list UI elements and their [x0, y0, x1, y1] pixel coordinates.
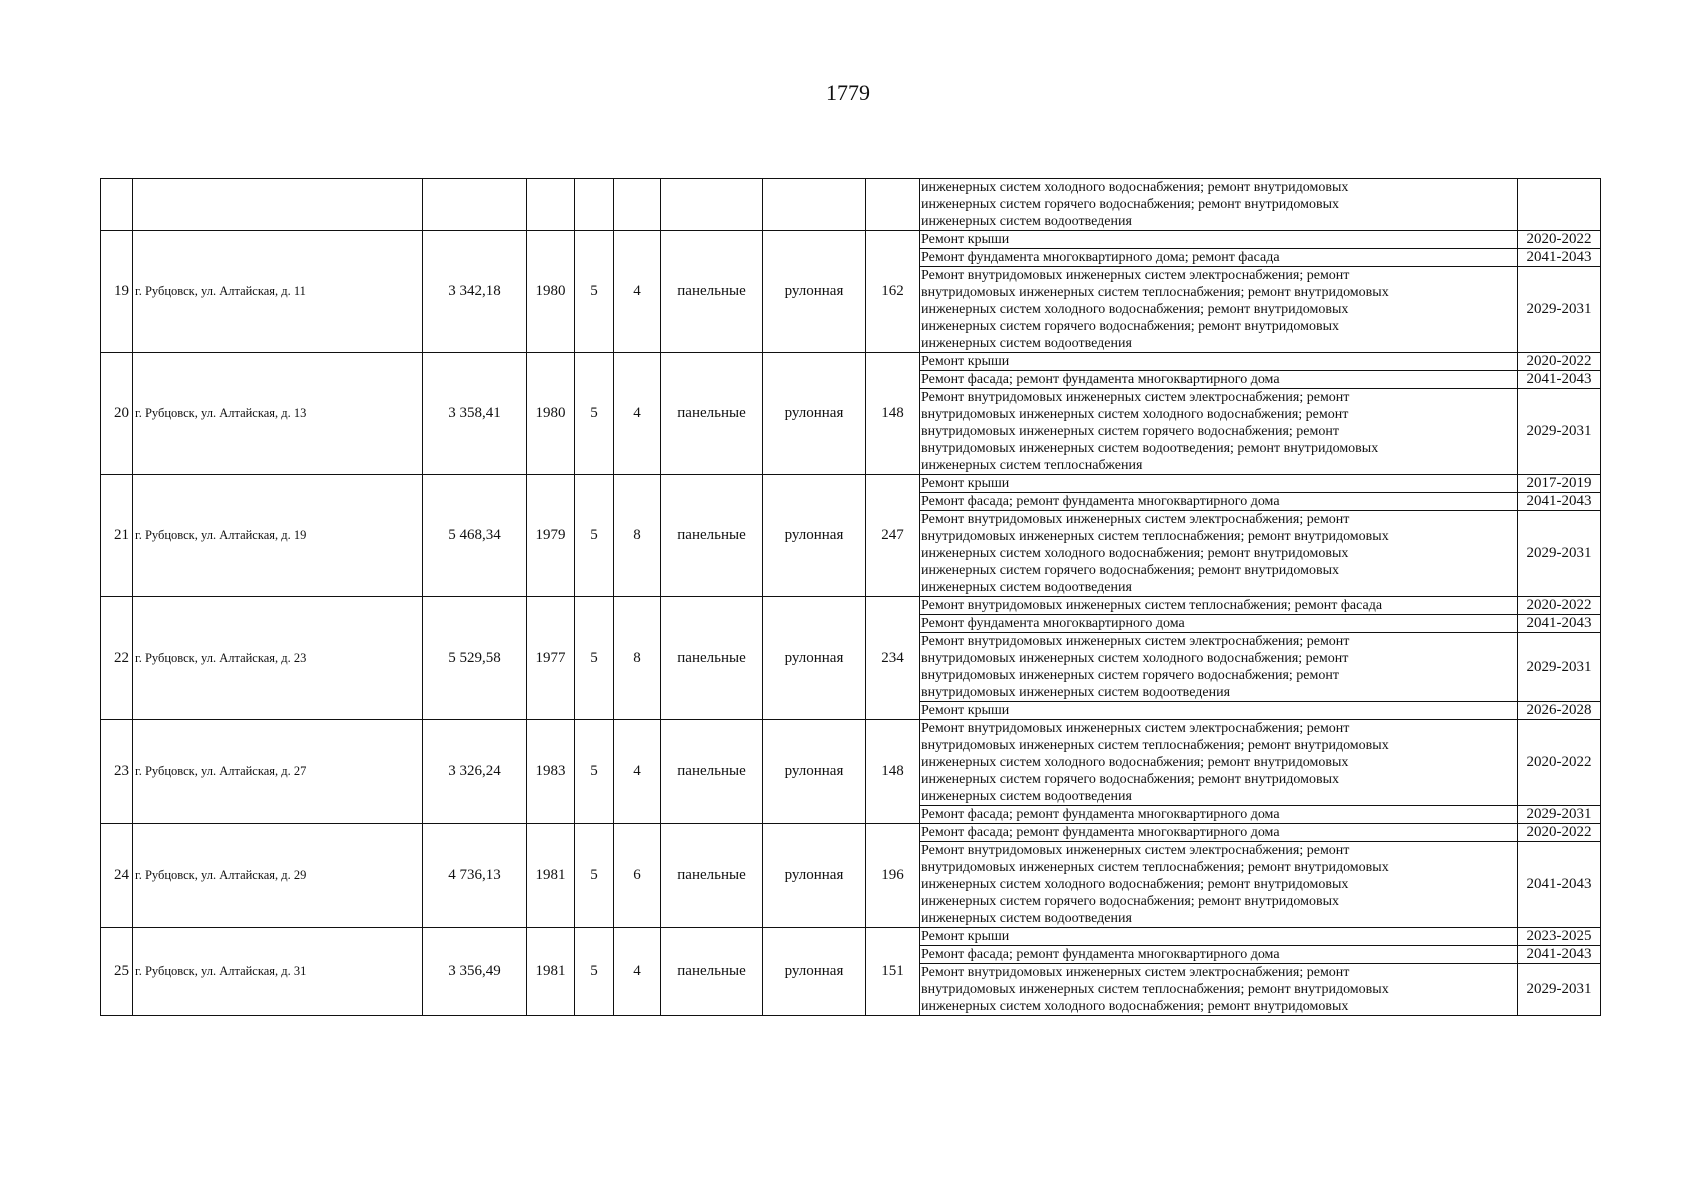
table-row — [101, 475, 1601, 493]
work-line: внутридомовых инженерных систем теплоснабжения; ремонт внутридомовых — [921, 982, 1389, 997]
wall-material-cell: панельные — [661, 597, 763, 720]
work-description-cell — [920, 842, 1518, 928]
work-line: Ремонт внутридомовых инженерных систем электроснабжения; ремонт — [921, 965, 1350, 980]
work-line: Ремонт крыши — [921, 476, 1010, 491]
roof-type-cell: рулонная — [763, 597, 866, 720]
table-row — [101, 720, 1601, 806]
empty-cell — [614, 179, 661, 231]
year-cell: 1983 — [527, 720, 575, 824]
roof-type-cell: рулонная — [763, 353, 866, 475]
table-row — [101, 928, 1601, 946]
row-number-cell: 21 — [101, 475, 133, 597]
empty-cell — [661, 179, 763, 231]
work-line: инженерных систем водоотведения — [921, 336, 1132, 351]
empty-cell — [866, 179, 920, 231]
period-cell — [1518, 179, 1601, 231]
work-line: Ремонт фасада; ремонт фундамента многоквартирного дома — [921, 494, 1280, 509]
row-number-cell: 25 — [101, 928, 133, 1016]
work-line: инженерных систем горячего водоснабжения; ремонт внутридомовых — [921, 894, 1339, 909]
table-row — [101, 597, 1601, 615]
floors-cell: 5 — [575, 353, 614, 475]
work-line: Ремонт внутридомовых инженерных систем электроснабжения; ремонт — [921, 634, 1350, 649]
wall-material-cell: панельные — [661, 231, 763, 353]
roof-type-cell: рулонная — [763, 824, 866, 928]
apartments-cell: 196 — [866, 824, 920, 928]
entrances-cell: 8 — [614, 475, 661, 597]
roof-type-cell: рулонная — [763, 475, 866, 597]
period-cell: 2029-2031 — [1518, 633, 1601, 702]
table-row — [101, 824, 1601, 842]
area-cell: 3 342,18 — [423, 231, 527, 353]
work-line: Ремонт внутридомовых инженерных систем электроснабжения; ремонт — [921, 843, 1350, 858]
apartments-cell: 148 — [866, 720, 920, 824]
work-description-cell — [920, 511, 1518, 597]
work-line: Ремонт внутридомовых инженерных систем электроснабжения; ремонт — [921, 721, 1350, 736]
floors-cell: 5 — [575, 928, 614, 1016]
work-line: инженерных систем горячего водоснабжения; ремонт внутридомовых — [921, 319, 1339, 334]
period-cell: 2041-2043 — [1518, 249, 1601, 267]
period-cell: 2029-2031 — [1518, 389, 1601, 475]
roof-type-cell: рулонная — [763, 928, 866, 1016]
apartments-cell: 247 — [866, 475, 920, 597]
work-line: внутридомовых инженерных систем холодного водоснабжения; ремонт — [921, 407, 1349, 422]
work-line: Ремонт внутридомовых инженерных систем электроснабжения; ремонт — [921, 268, 1350, 283]
address-cell: г. Рубцовск, ул. Алтайская, д. 13 — [133, 353, 423, 475]
work-line: инженерных систем теплоснабжения — [921, 458, 1143, 473]
row-number-cell: 19 — [101, 231, 133, 353]
entrances-cell: 8 — [614, 597, 661, 720]
area-cell: 3 356,49 — [423, 928, 527, 1016]
area-cell: 5 468,34 — [423, 475, 527, 597]
address-cell: г. Рубцовск, ул. Алтайская, д. 19 — [133, 475, 423, 597]
work-line: внутридомовых инженерных систем теплоснабжения; ремонт внутридомовых — [921, 529, 1389, 544]
period-cell: 2029-2031 — [1518, 806, 1601, 824]
empty-cell — [527, 179, 575, 231]
work-description-cell — [920, 249, 1518, 267]
empty-cell — [575, 179, 614, 231]
work-line: Ремонт крыши — [921, 929, 1010, 944]
period-cell: 2041-2043 — [1518, 842, 1601, 928]
period-cell: 2020-2022 — [1518, 824, 1601, 842]
period-cell: 2020-2022 — [1518, 720, 1601, 806]
work-line: внутридомовых инженерных систем горячего водоснабжения; ремонт — [921, 424, 1339, 439]
apartments-cell: 148 — [866, 353, 920, 475]
work-line: внутридомовых инженерных систем горячего водоснабжения; ремонт — [921, 668, 1339, 683]
wall-material-cell: панельные — [661, 475, 763, 597]
work-description-cell — [920, 353, 1518, 371]
floors-cell: 5 — [575, 597, 614, 720]
entrances-cell: 4 — [614, 353, 661, 475]
area-cell: 3 358,41 — [423, 353, 527, 475]
work-line: Ремонт фасада; ремонт фундамента многоквартирного дома — [921, 947, 1280, 962]
period-cell: 2041-2043 — [1518, 371, 1601, 389]
work-description-cell — [920, 389, 1518, 475]
roof-type-cell: рулонная — [763, 720, 866, 824]
work-line: Ремонт крыши — [921, 232, 1010, 247]
wall-material-cell: панельные — [661, 928, 763, 1016]
work-line: инженерных систем холодного водоснабжения; ремонт внутридомовых — [921, 755, 1349, 770]
row-number-cell: 22 — [101, 597, 133, 720]
period-cell: 2041-2043 — [1518, 615, 1601, 633]
row-number-cell: 23 — [101, 720, 133, 824]
entrances-cell: 4 — [614, 720, 661, 824]
work-line: инженерных систем водоотведения — [921, 214, 1132, 229]
work-description-cell — [920, 633, 1518, 702]
row-number-cell: 20 — [101, 353, 133, 475]
period-cell: 2026-2028 — [1518, 702, 1601, 720]
work-line: Ремонт фундамента многоквартирного дома — [921, 616, 1185, 631]
work-line: инженерных систем водоотведения — [921, 789, 1132, 804]
work-line: Ремонт фундамента многоквартирного дома; ремонт фасада — [921, 250, 1280, 265]
year-cell: 1980 — [527, 231, 575, 353]
work-line: Ремонт крыши — [921, 354, 1010, 369]
work-line: инженерных систем горячего водоснабжения; ремонт внутридомовых — [921, 197, 1339, 212]
period-cell: 2017-2019 — [1518, 475, 1601, 493]
period-cell: 2029-2031 — [1518, 267, 1601, 353]
work-description-cell — [920, 597, 1518, 615]
year-cell: 1981 — [527, 928, 575, 1016]
wall-material-cell: панельные — [661, 824, 763, 928]
work-description-cell — [920, 475, 1518, 493]
work-line: инженерных систем холодного водоснабжения; ремонт внутридомовых — [921, 180, 1349, 195]
year-cell: 1979 — [527, 475, 575, 597]
table-body — [101, 179, 1601, 1016]
period-cell: 2020-2022 — [1518, 231, 1601, 249]
work-line: инженерных систем холодного водоснабжения; ремонт внутридомовых — [921, 302, 1349, 317]
work-line: Ремонт фасада; ремонт фундамента многоквартирного дома — [921, 372, 1280, 387]
work-line: Ремонт внутридомовых инженерных систем теплоснабжения; ремонт фасада — [921, 598, 1383, 613]
table-row — [101, 231, 1601, 249]
work-line: внутридомовых инженерных систем водоотведения; ремонт внутридомовых — [921, 441, 1379, 456]
empty-cell — [133, 179, 423, 231]
work-description-cell — [920, 231, 1518, 249]
year-cell: 1977 — [527, 597, 575, 720]
work-description-cell — [920, 720, 1518, 806]
period-cell: 2023-2025 — [1518, 928, 1601, 946]
period-cell: 2029-2031 — [1518, 511, 1601, 597]
work-line: инженерных систем горячего водоснабжения; ремонт внутридомовых — [921, 563, 1339, 578]
work-line: Ремонт фасада; ремонт фундамента многоквартирного дома — [921, 807, 1280, 822]
work-line: внутридомовых инженерных систем водоотведения — [921, 685, 1231, 700]
apartments-cell: 162 — [866, 231, 920, 353]
address-cell: г. Рубцовск, ул. Алтайская, д. 31 — [133, 928, 423, 1016]
floors-cell: 5 — [575, 720, 614, 824]
period-cell: 2020-2022 — [1518, 597, 1601, 615]
wall-material-cell: панельные — [661, 353, 763, 475]
work-line: инженерных систем водоотведения — [921, 580, 1132, 595]
work-line: инженерных систем водоотведения — [921, 911, 1132, 926]
apartments-cell: 151 — [866, 928, 920, 1016]
apartments-cell: 234 — [866, 597, 920, 720]
work-line: инженерных систем холодного водоснабжения; ремонт внутридомовых — [921, 999, 1349, 1014]
wall-material-cell: панельные — [661, 720, 763, 824]
row-number-cell: 24 — [101, 824, 133, 928]
table-row — [101, 353, 1601, 371]
period-cell: 2029-2031 — [1518, 964, 1601, 1016]
work-line: внутридомовых инженерных систем теплоснабжения; ремонт внутридомовых — [921, 285, 1389, 300]
work-description-cell — [920, 824, 1518, 842]
entrances-cell: 6 — [614, 824, 661, 928]
work-line: Ремонт крыши — [921, 703, 1010, 718]
address-cell: г. Рубцовск, ул. Алтайская, д. 11 — [133, 231, 423, 353]
period-cell: 2041-2043 — [1518, 946, 1601, 964]
work-line: инженерных систем холодного водоснабжения; ремонт внутридомовых — [921, 546, 1349, 561]
work-line: инженерных систем горячего водоснабжения; ремонт внутридомовых — [921, 772, 1339, 787]
address-cell: г. Рубцовск, ул. Алтайская, д. 27 — [133, 720, 423, 824]
area-cell: 5 529,58 — [423, 597, 527, 720]
work-description-cell — [920, 179, 1518, 231]
floors-cell: 5 — [575, 475, 614, 597]
page-number: 1779 — [826, 80, 870, 105]
work-line: внутридомовых инженерных систем теплоснабжения; ремонт внутридомовых — [921, 860, 1389, 875]
work-description-cell — [920, 702, 1518, 720]
work-line: Ремонт внутридомовых инженерных систем электроснабжения; ремонт — [921, 390, 1350, 405]
period-cell: 2041-2043 — [1518, 493, 1601, 511]
empty-cell — [423, 179, 527, 231]
work-line: Ремонт внутридомовых инженерных систем электроснабжения; ремонт — [921, 512, 1350, 527]
empty-cell — [101, 179, 133, 231]
work-line: внутридомовых инженерных систем теплоснабжения; ремонт внутридомовых — [921, 738, 1389, 753]
work-description-cell — [920, 928, 1518, 946]
repair-schedule-table — [100, 178, 1601, 1016]
work-description-cell — [920, 615, 1518, 633]
work-line: Ремонт фасада; ремонт фундамента многоквартирного дома — [921, 825, 1280, 840]
floors-cell: 5 — [575, 824, 614, 928]
work-description-cell — [920, 493, 1518, 511]
address-cell: г. Рубцовск, ул. Алтайская, д. 29 — [133, 824, 423, 928]
work-description-cell — [920, 267, 1518, 353]
floors-cell: 5 — [575, 231, 614, 353]
year-cell: 1981 — [527, 824, 575, 928]
area-cell: 4 736,13 — [423, 824, 527, 928]
year-cell: 1980 — [527, 353, 575, 475]
work-description-cell — [920, 806, 1518, 824]
entrances-cell: 4 — [614, 231, 661, 353]
entrances-cell: 4 — [614, 928, 661, 1016]
period-cell: 2020-2022 — [1518, 353, 1601, 371]
work-description-cell — [920, 964, 1518, 1016]
address-cell: г. Рубцовск, ул. Алтайская, д. 23 — [133, 597, 423, 720]
table-row-continuation — [101, 179, 1601, 231]
area-cell: 3 326,24 — [423, 720, 527, 824]
work-description-cell — [920, 371, 1518, 389]
work-line: внутридомовых инженерных систем холодного водоснабжения; ремонт — [921, 651, 1349, 666]
work-line: инженерных систем холодного водоснабжения; ремонт внутридомовых — [921, 877, 1349, 892]
work-description-cell — [920, 946, 1518, 964]
roof-type-cell: рулонная — [763, 231, 866, 353]
empty-cell — [763, 179, 866, 231]
